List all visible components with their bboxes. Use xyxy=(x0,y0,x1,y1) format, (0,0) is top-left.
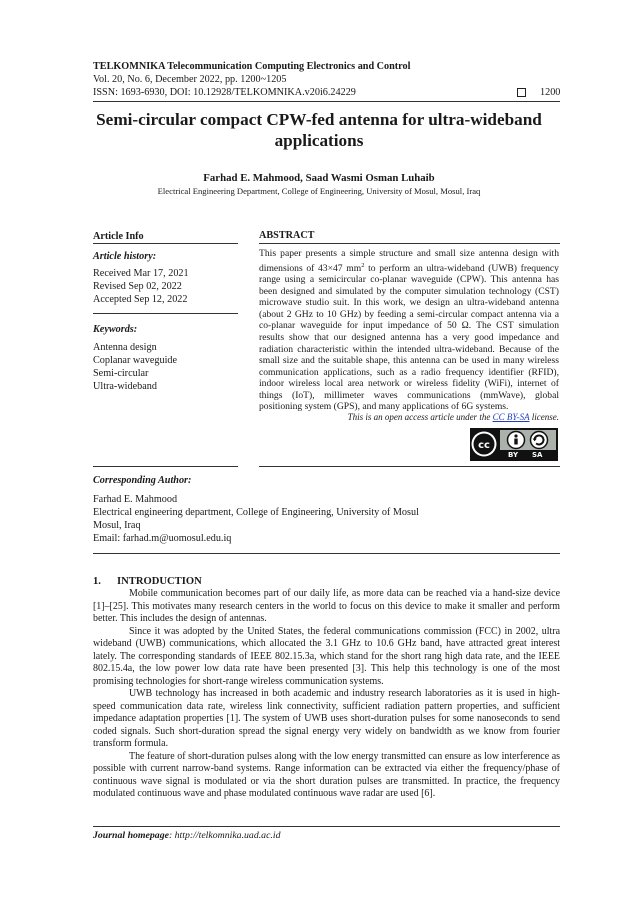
article-info-heading: Article Info xyxy=(93,231,144,242)
authors: Farhad E. Mahmood, Saad Wasmi Osman Luhaib xyxy=(203,172,435,184)
badge-by-label: BY xyxy=(508,451,519,459)
section-title: INTRODUCTION xyxy=(117,576,202,587)
homepage-link[interactable]: http://telkomnika.uad.ac.id xyxy=(174,830,281,841)
history-rule xyxy=(93,313,238,314)
keyword-item: Coplanar waveguide xyxy=(93,355,178,366)
abstract-text-part: This paper presents a simple structure and small size antenna design with dimensions of 43×47 mm xyxy=(259,248,559,274)
keywords-label: Keywords: xyxy=(93,324,138,335)
article-history-label: Article history: xyxy=(93,251,157,262)
corresponding-author-block xyxy=(93,493,419,545)
corresponding-author-label: Corresponding Author: xyxy=(93,475,192,486)
svg-text:cc: cc xyxy=(478,440,490,451)
accepted-date: Accepted Sep 12, 2022 xyxy=(93,294,188,305)
keyword-item: Semi-circular xyxy=(93,368,149,379)
paragraph: UWB technology has increased in both academic and industry research laboratories as it is used in high-speed communication data rate, wireless link connectivity, sufficient radiation pattern properties, and sufficient impedance adaptation properties [1]. The system of UWB uses short-duration pulses for some nanoseconds to send coded signals. Such short-duration spread the signal energy very widely on bandwidth as we know from fourier transform formula. xyxy=(93,688,560,749)
keyword-item: Ultra-wideband xyxy=(93,381,157,392)
header-rule xyxy=(93,101,560,102)
intro-body xyxy=(93,588,560,801)
paragraph: Since it was adopted by the United States, the federal communications commission (FCC) in 2002, ultra wideband (UWB) communications, which allocated the 3.1 GHz to 10.6 GHz band, have attracted great interest lately. The corresponding standards of IEEE 802.15.3a, which stand for the short rang high data rate, and the IEEE 802.15.4a, the low power low data rate have been presented [3]. This help this technology is one of the most promising technologies for short-range wireless communication systems. xyxy=(93,625,560,687)
journal-homepage xyxy=(93,830,281,841)
journal-name: TELKOMNIKA Telecommunication Computing Electronics and Control xyxy=(93,61,411,72)
keywords-end-rule xyxy=(93,466,238,467)
volume-info: Vol. 20, No. 6, December 2022, pp. 1200~1205 xyxy=(93,74,287,85)
section-number: 1. xyxy=(93,576,101,587)
paragraph: Mobile communication becomes part of our daily life, as more data can be reached via a hand-size device [1]–[25]. This motivates many research centers in the world to focus on this device to make it smaller and perform better. This includes the design of antennas. xyxy=(93,588,560,624)
abstract-text-part: to perform an ultra-wideband (UWB) frequency range using a semicircular co-planar waveguide (CPW). This antenna has been designed and simulated by the computer simulation technology (CST) microwave studio suit. In this work, we design an ultra-wideband antenna (about 2 GHz to 10 GHz) by feeding a semi-circular compact antenna via a co-planar waveguide for input impedance of 50 Ω. The CST simulation results show that our designed antenna has a very good impedance and radiation characteristic within the intended ultra-wideband. Because of the small size and the suitable shape, this antenna can be used in many wireless communication applications, such as a radio frequency identifier (RFID), indoor wireless local area network or wireless fidelity (WiFi), internet of things (IoT), millimeter waves communications (mmWave), global positioning system (GPS), and many applications of 6G systems. xyxy=(259,262,559,413)
license-suffix: license. xyxy=(529,412,559,422)
badge-sa-label: SA xyxy=(532,451,543,459)
abstract-heading: ABSTRACT xyxy=(259,230,315,241)
abstract-end-rule xyxy=(259,466,560,467)
page-number: 1200 xyxy=(540,87,561,98)
license-note xyxy=(259,412,559,422)
article-info-rule xyxy=(93,243,238,244)
superscript: 2 xyxy=(361,261,365,269)
author-email[interactable]: Email: farhad.m@uomosul.edu.iq xyxy=(93,533,232,545)
paragraph: The feature of short-duration pulses along with the low energy transmitted can ensure as low interference as possible with current narrow-band systems. Range information can be extracted via either the frequency/phase of continuous wave signal is modulated or via the short duration pulses are transmitted. In practice, the frequency modulated continuous wave and phase modulated continuous wave radar are used [6]. xyxy=(93,750,560,799)
author-city: Mosul, Iraq xyxy=(93,520,141,532)
author-department: Electrical engineering department, College of Engineering, University of Mosul xyxy=(93,507,419,519)
license-prefix: This is an open access article under the xyxy=(347,412,493,422)
issn-doi: ISSN: 1693-6930, DOI: 10.12928/TELKOMNIKA.v20i6.24229 xyxy=(93,87,356,98)
section-heading xyxy=(93,576,202,587)
received-date: Received Mar 17, 2021 xyxy=(93,268,189,279)
revised-date: Revised Sep 02, 2022 xyxy=(93,281,182,292)
cc-by-sa-badge[interactable] xyxy=(470,428,558,461)
corresponding-rule xyxy=(93,553,560,554)
footer-rule xyxy=(93,826,560,827)
homepage-separator: : xyxy=(168,830,175,841)
author-name: Farhad E. Mahmood xyxy=(93,494,178,505)
abstract-text xyxy=(259,248,559,413)
square-marker-icon xyxy=(517,88,526,97)
keyword-item: Antenna design xyxy=(93,342,157,353)
affiliation: Electrical Engineering Department, College of Engineering, University of Mosul, Mosul, Iraq xyxy=(157,186,481,196)
license-link[interactable]: CC BY-SA xyxy=(492,412,530,422)
abstract-rule xyxy=(259,243,560,244)
homepage-label: Journal homepage xyxy=(93,830,169,841)
paper-title: Semi-circular compact CPW-fed antenna for ultra-wideband applications xyxy=(96,110,542,150)
